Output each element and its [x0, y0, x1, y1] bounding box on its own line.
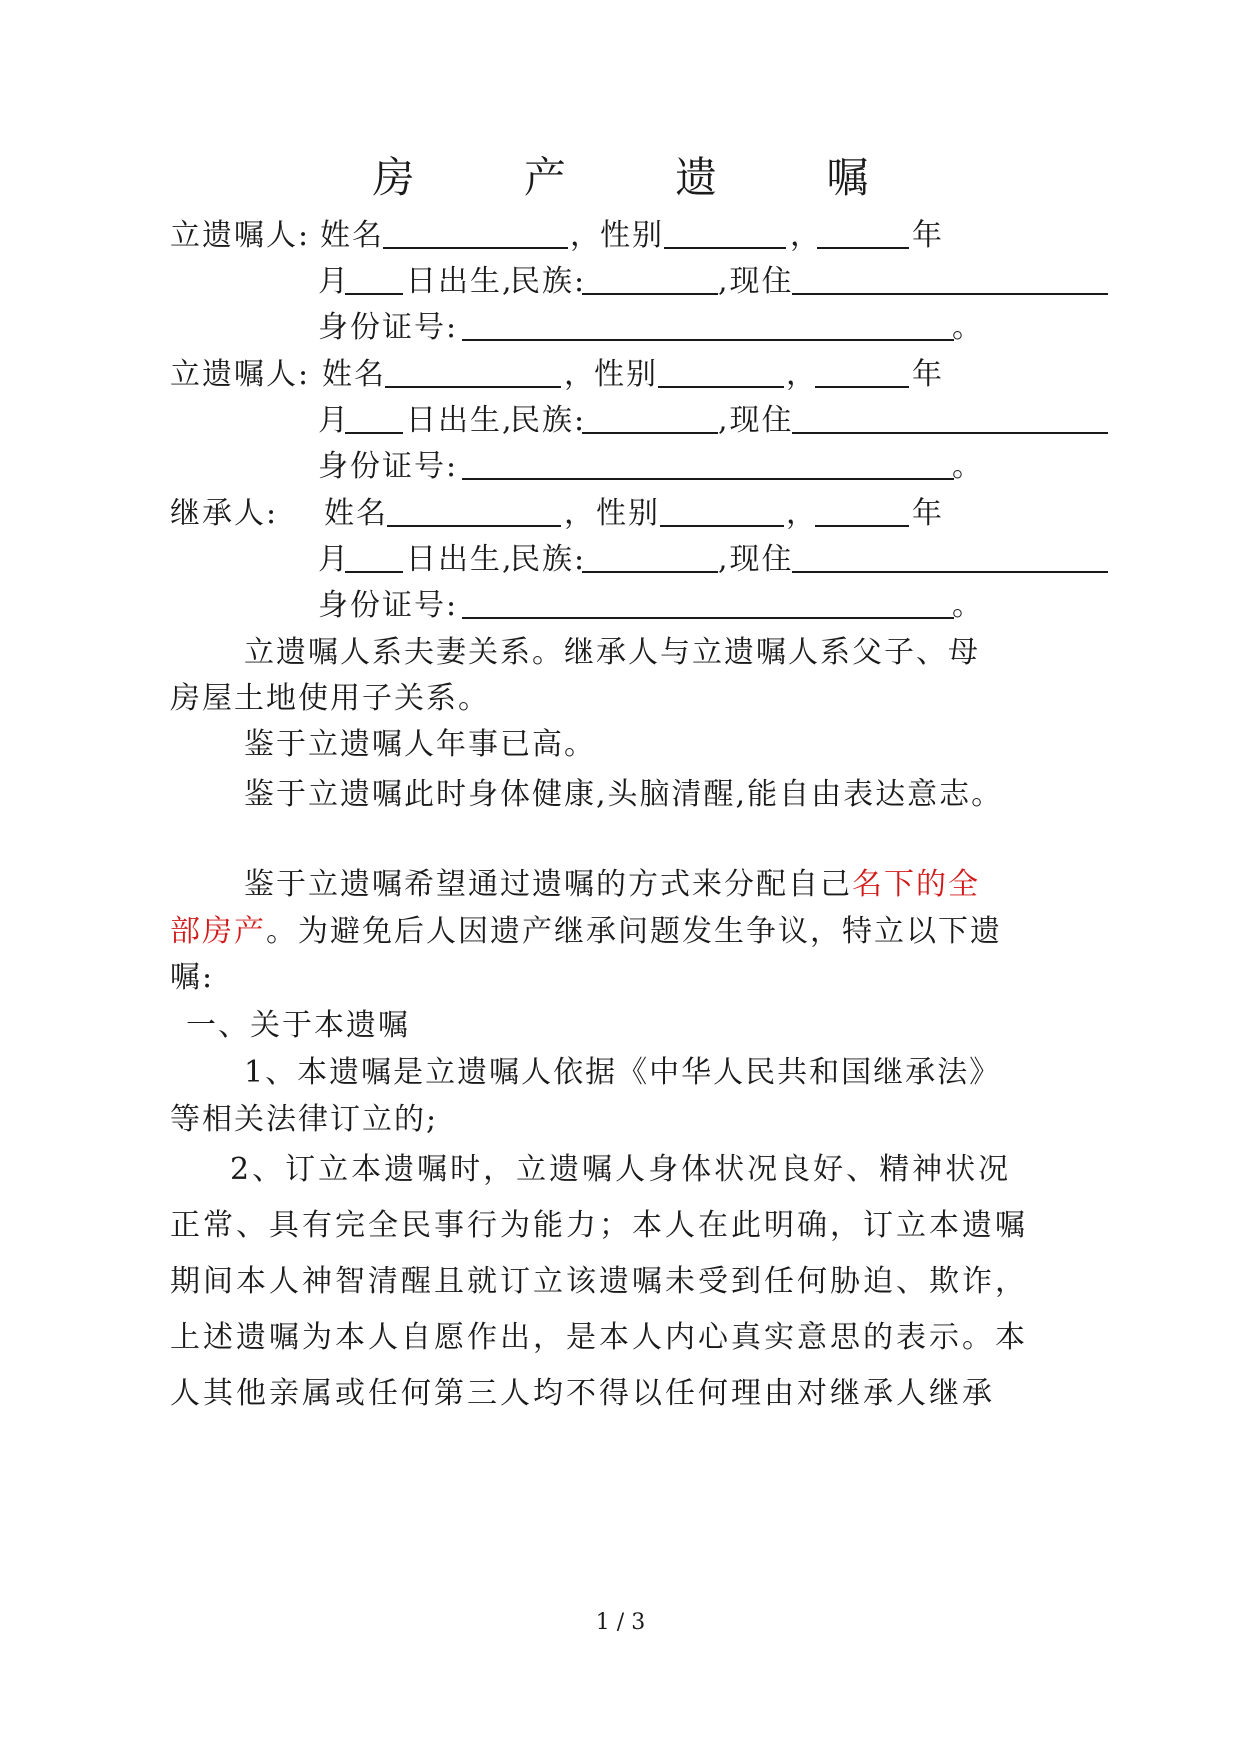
day-birth-label: 日出生,	[406, 264, 514, 299]
item-2-line-4: 上述遗嘱为本人自愿作出，是本人内心真实意思的表示。本	[170, 1320, 1028, 1355]
name-label: 姓名	[320, 218, 384, 253]
id-blank[interactable]	[462, 617, 954, 619]
day-birth-label: 日出生,	[406, 403, 514, 438]
birth-year-blank[interactable]	[817, 247, 909, 249]
sex-label: 性别	[600, 218, 664, 253]
relationship-line-2: 房屋土地使用子关系。	[170, 681, 490, 716]
year-label: 年	[912, 218, 944, 253]
comma: ，	[786, 357, 818, 392]
id-blank[interactable]	[462, 339, 954, 341]
page-number: 1 / 3	[595, 1610, 646, 1635]
name-label: 姓名	[324, 496, 388, 531]
item-2-line-3: 期间本人神智清醒且就订立该遗嘱未受到任何胁迫、欺诈，	[170, 1264, 1028, 1299]
sex-blank[interactable]	[660, 525, 784, 527]
id-label: 身份证号:	[318, 449, 459, 484]
page-title: 房 产 遗 嘱	[372, 153, 917, 202]
paragraph-health: 鉴于立遗嘱此时身体健康,头脑清醒,能自由表达意志。	[244, 777, 1004, 812]
paragraph-hope-line-1	[244, 865, 980, 905]
address-blank[interactable]	[792, 571, 1108, 573]
role-label: 立遗嘱人:	[170, 357, 311, 392]
address-blank[interactable]	[792, 432, 1108, 434]
birth-year-blank[interactable]	[815, 525, 909, 527]
id-blank[interactable]	[462, 478, 954, 480]
section-heading: 一、关于本遗嘱	[186, 1008, 410, 1043]
ethnic-label: 民族:	[510, 403, 587, 438]
role-label: 继承人:	[170, 496, 279, 531]
day-birth-label: 日出生,	[406, 542, 514, 577]
highlight-text: 名下的全	[852, 867, 980, 902]
comma: ，	[570, 218, 602, 253]
id-label: 身份证号:	[318, 310, 459, 345]
item-2-line-5: 人其他亲属或任何第三人均不得以任何理由对继承人继承	[170, 1376, 995, 1411]
ethnic-blank[interactable]	[582, 293, 718, 295]
role-label: 立遗嘱人:	[170, 218, 311, 253]
relationship-line-1: 立遗嘱人系夫妻关系。继承人与立遗嘱人系父子、母	[244, 635, 980, 670]
address-blank[interactable]	[792, 293, 1108, 295]
comma: ，	[790, 218, 822, 253]
hope-text: 。为避免后人因遗产继承问题发生争议，特立以下遗	[266, 914, 1002, 949]
sex-label: 性别	[594, 357, 658, 392]
ethnic-blank[interactable]	[582, 432, 718, 434]
birth-month-blank[interactable]	[345, 293, 403, 295]
name-blank[interactable]	[383, 247, 568, 249]
item-2-line-1: 2、订立本遗嘱时，立遗嘱人身体状况良好、精神状况	[230, 1152, 1012, 1187]
reside-label: ,现住	[718, 403, 794, 438]
paragraph-age: 鉴于立遗嘱人年事已高。	[244, 727, 596, 762]
period: 。	[952, 449, 984, 484]
period: 。	[952, 588, 984, 623]
sex-label: 性别	[596, 496, 660, 531]
sex-blank[interactable]	[658, 386, 784, 388]
year-label: 年	[912, 357, 944, 392]
reside-label: ,现住	[718, 542, 794, 577]
birth-month-blank[interactable]	[345, 571, 403, 573]
id-label: 身份证号:	[318, 588, 459, 623]
item-1-line-2: 等相关法律订立的;	[170, 1102, 439, 1137]
ethnic-blank[interactable]	[582, 571, 718, 573]
name-blank[interactable]	[387, 525, 561, 527]
hope-text: 鉴于立遗嘱希望通过遗嘱的方式来分配自己	[244, 867, 852, 902]
item-1-line-1: 1、本遗嘱是立遗嘱人依据《中华人民共和国继承法》	[244, 1055, 1002, 1090]
comma: ，	[564, 357, 596, 392]
comma: ，	[564, 496, 596, 531]
reside-label: ,现住	[718, 264, 794, 299]
name-label: 姓名	[322, 357, 386, 392]
name-blank[interactable]	[385, 386, 561, 388]
comma: ，	[786, 496, 818, 531]
ethnic-label: 民族:	[510, 264, 587, 299]
birth-year-blank[interactable]	[815, 386, 909, 388]
sex-blank[interactable]	[664, 247, 786, 249]
month-label: 月	[318, 264, 350, 299]
month-label: 月	[318, 542, 350, 577]
birth-month-blank[interactable]	[345, 432, 403, 434]
item-2-line-2: 正常、具有完全民事行为能力；本人在此明确，订立本遗嘱	[170, 1208, 1028, 1243]
paragraph-hope-line-2	[170, 912, 1002, 952]
period: 。	[952, 310, 984, 345]
highlight-text: 部房产	[170, 914, 266, 949]
month-label: 月	[318, 403, 350, 438]
paragraph-hope-line-3: 嘱:	[170, 960, 215, 995]
ethnic-label: 民族:	[510, 542, 587, 577]
year-label: 年	[912, 496, 944, 531]
